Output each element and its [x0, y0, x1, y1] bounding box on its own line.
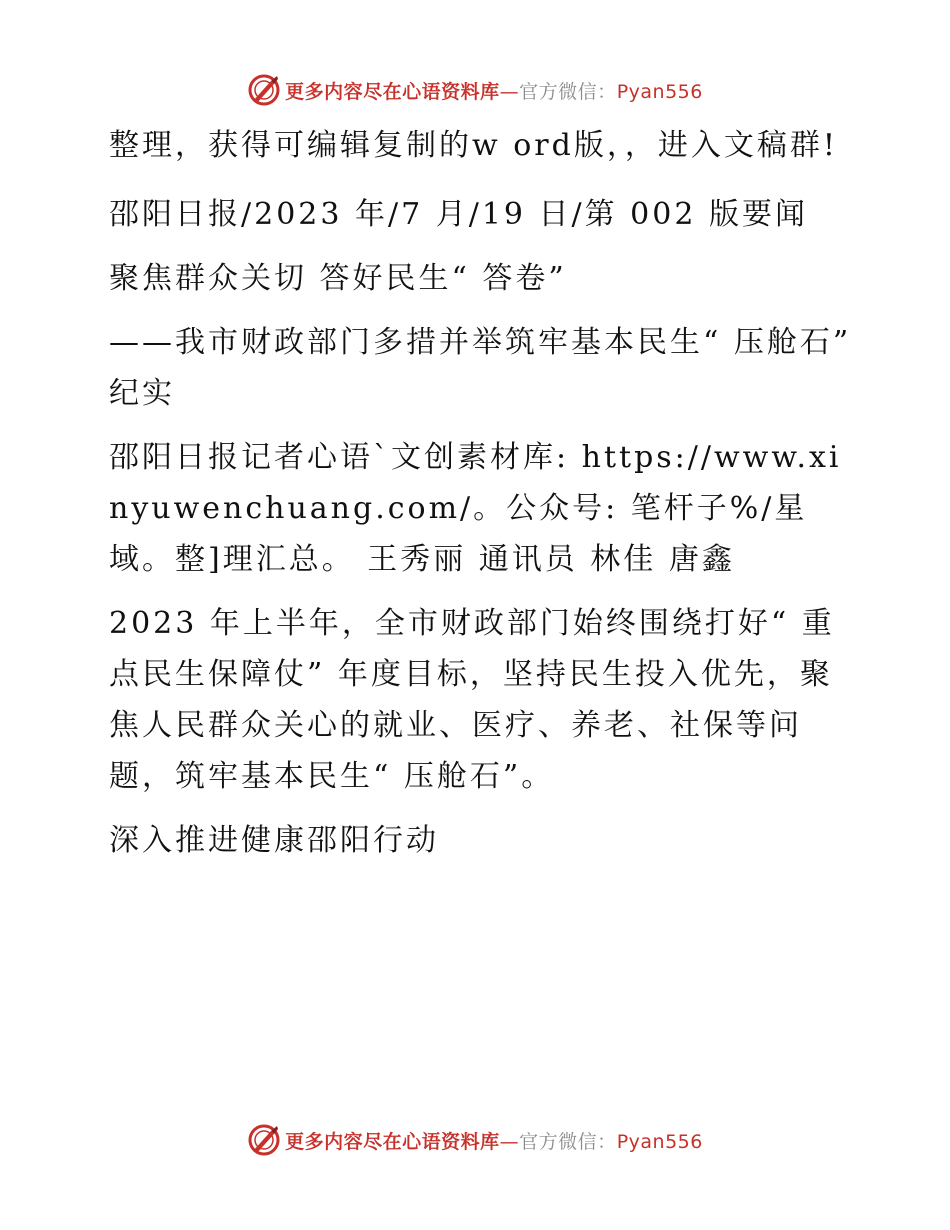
paragraph-byline: 邵阳日报记者心语`文创素材库: https://www.xinyuwenchuang.com/。公众号: 笔杆子%/星域。整]理汇总。 王秀丽 通讯员 林佳 唐鑫 [109, 440, 842, 577]
banner-grey-text: 官方微信： [519, 80, 617, 103]
header-banner [0, 70, 950, 110]
paragraph-source-line: 邵阳日报/2023 年/7 月/19 日/第 002 版要闻 [109, 197, 808, 232]
banner-dash: — [499, 1130, 520, 1153]
paragraph-intro: 整理，获得可编辑复制的w ord版，，进入文稿群! [109, 128, 838, 163]
article-subtitle: ——我市财政部门多措并举筑牢基本民生“ 压舱石” 纪实 [109, 325, 852, 411]
banner-red-text: 更多内容尽在心语资料库 [285, 80, 500, 103]
banner-text [285, 1127, 703, 1154]
banner-wechat-id: Pyan556 [616, 1130, 703, 1153]
document-body [97, 120, 857, 866]
banner-text [285, 77, 703, 104]
seal-logo-icon [247, 73, 281, 107]
banner-wechat-id: Pyan556 [616, 80, 703, 103]
banner-red-text: 更多内容尽在心语资料库 [285, 1130, 500, 1153]
banner-grey-text: 官方微信： [519, 1130, 617, 1153]
paragraph-body: 2023 年上半年，全市财政部门始终围绕打好“ 重点民生保障仗” 年度目标，坚持民生投入优先，聚焦人民群众关心的就业、医疗、养老、社保等问题，筑牢基本民生“ 压舱石”。 [109, 606, 835, 794]
footer-banner [0, 1120, 950, 1160]
article-title: 聚焦群众关切 答好民生“ 答卷” [109, 261, 567, 296]
section-heading: 深入推进健康邵阳行动 [109, 823, 439, 858]
banner-dash: — [499, 80, 520, 103]
seal-logo-icon [247, 1123, 281, 1157]
